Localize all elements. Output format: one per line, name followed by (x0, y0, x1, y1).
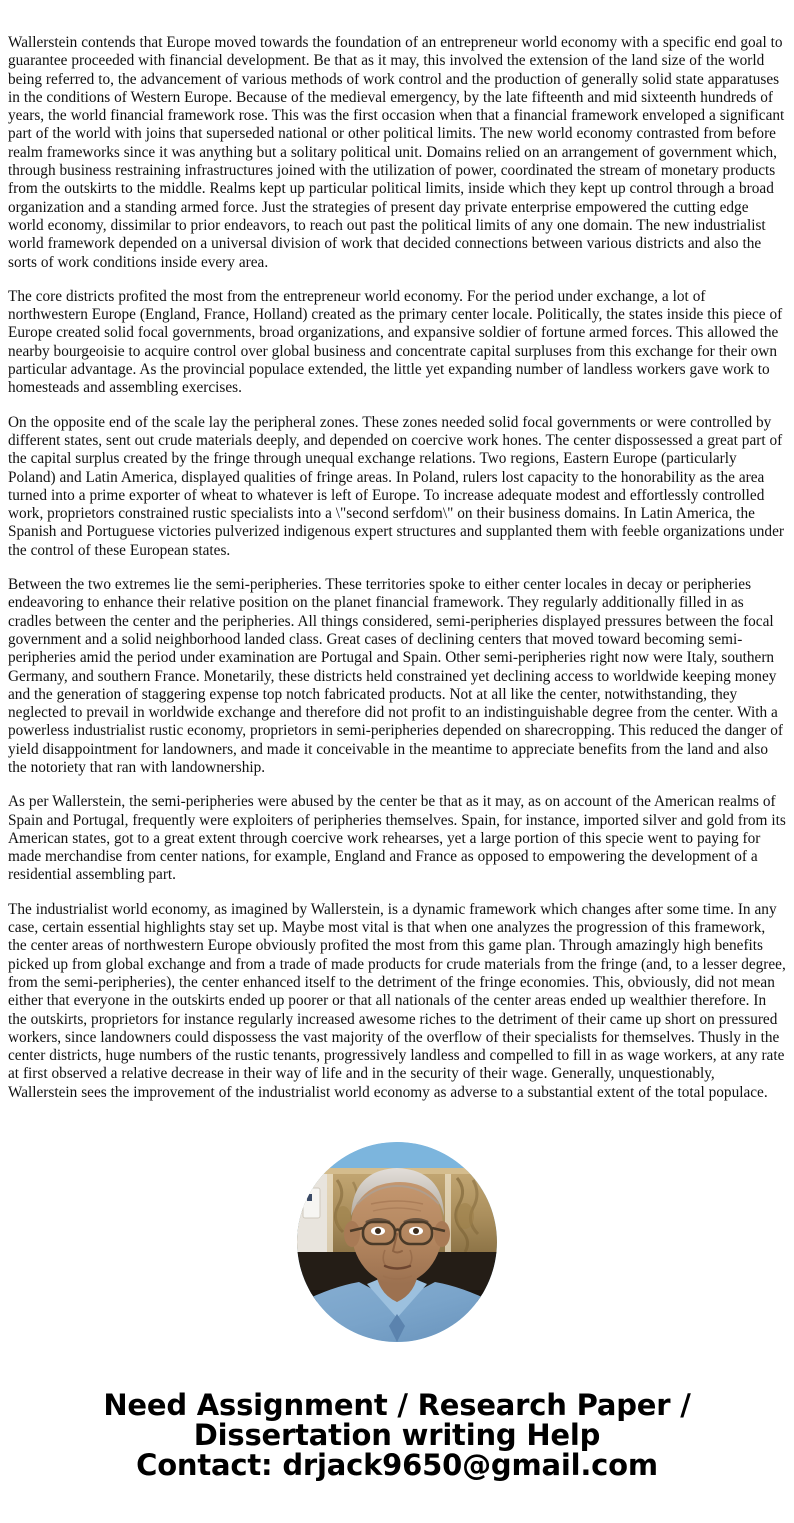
paragraph: Wallerstein contends that Europe moved towards the foundation of an entrepreneur world economy with a specific end goal to guarantee proceeded with financial development. Be that as it may, this involved the extension of the land size of the world being referred to, the advancement of various methods of work control and the production of generally solid state apparatuses in the conditions of Western Europe. Because of the medieval emergency, by the late fifteenth and mid sixteenth hundreds of years, the world financial framework rose. This was the first occasion when that a financial framework enveloped a significant part of the world with joins that superseded national or other political limits. The new world economy contrasted from before realm frameworks since it was anything but a solitary political unit. Domains relied on an arrangement of government which, through business restraining infrastructures joined with the utilization of power, coordinated the stream of monetary products from the outskirts to the middle. Realms kept up particular political limits, inside which they kept up control through a broad organization and a standing armed force. Just the strategies of present day private enterprise empowered the cutting edge world economy, dissimilar to prior endeavors, to reach out past the political limits of any one domain. The new industrialist world framework depended on a universal division of work that decided connections between various districts and also the sorts of work conditions inside every area. (8, 34, 785, 271)
document-body (8, 0, 786, 1102)
avatar (297, 1142, 497, 1342)
promo-heading (8, 1388, 786, 1483)
paragraph-clipped-top (8, 0, 786, 18)
paragraph: The industrialist world economy, as imagined by Wallerstein, is a dynamic framework which changes after some time. In any case, certain essential highlights stay set up. Maybe most vital is that when one analyzes the progression of this framework, the center areas of northwestern Europe obviously profited the most from this game plan. Through amazingly high benefits picked up from global exchange and from a trade of made products for crude materials from the fringe (and, to a lesser degree, from the semi-peripheries), the center enhanced itself to the detriment of the fringe economies. This, obviously, did not mean either that everyone in the outskirts ended up poorer or that all nationals of the center areas ended up wealthier therefore. In the outskirts, proprietors for instance regularly increased awesome riches to the detriment of their came up short on pressured workers, since landowners could dispossess the vast majority of the overflow of their specialists for themselves. Thusly in the center districts, huge numbers of the rustic tenants, progressively landless and compelled to fill in as wage workers, at any rate at first observed a relative decrease in their way of life and in the security of their wage. Generally, unquestionably, Wallerstein sees the improvement of the industrialist world economy as adverse to a substantial extent of the total populace. (8, 900, 786, 1101)
promo-heading-line-2-text: writing Help (401, 1418, 601, 1453)
avatar-block (8, 1142, 786, 1342)
profile-photo-icon (297, 1142, 497, 1342)
promo-heading-line-3: Contact: drjack9650@gmail.com (136, 1448, 658, 1483)
paragraph: Between the two extremes lie the semi-peripheries. These territories spoke to either center locales in decay or peripheries endeavoring to enhance their relative position on the planet financial framework. They regularly additionally filled in as cradles between the center and the peripheries. All things considered, semi-peripheries displayed pressures between the focal government and a solid neighborhood landed class. Great cases of declining centers that moved toward becoming semi-peripheries amid the period under examination are Portugal and Spain. Other semi-peripheries right now were Italy, southern Germany, and southern France. Monetarily, these districts held constrained yet declining access to worldwide keeping money and the generation of staggering expense top notch fabricated products. Not at all like the center, notwithstanding, they neglected to prevail in worldwide exchange and therefore did not profit to an indistinguishable degree from the center. With a powerless industrialist rustic economy, proprietors in semi-peripheries depended on sharecropping. This reduced the danger of yield disappointment for landowners, and made it conceivable in the meantime to appreciate benefits from the land and also the notoriety that ran with landownership. (8, 576, 783, 776)
paragraph: The core districts profited the most from the entrepreneur world economy. For the period under exchange, a lot of northwestern Europe (England, France, Holland) created as the primary center locale. Politically, the states inside this piece of Europe created solid focal governments, broad organizations, and expansive soldier of fortune armed forces. This allowed the nearby bourgeoisie to acquire control over global business and concentrate capital surpluses from this exchange for their own particular advantage. As the provincial populace extended, the little yet expanding number of landless workers gave work to homesteads and assembling exercises. (8, 287, 783, 397)
paragraph: On the opposite end of the scale lay the peripheral zones. These zones needed solid focal governments or were controlled by different states, sent out crude materials deeply, and depended on coercive work hones. The center dispossessed a great part of the capital surplus created by the fringe through unequal exchange relations. Two regions, Eastern Europe (particularly Poland) and Latin America, displayed qualities of fringe areas. In Poland, rulers lost capacity to the honorability as the area turned into a prime exporter of wheat to whatever is left of Europe. To increase adequate modest and effortlessly controlled work, proprietors constrained rustic specialists into a \"second serfdom\" on their business domains. In Latin America, the Spanish and Portuguese victories pulverized indigenous expert structures and supplanted them with feeble organizations under the control of these European states. (8, 413, 784, 559)
promo-heading-line-1 (8, 1388, 786, 1453)
bottom-spacer (8, 1480, 786, 1510)
paragraph: As per Wallerstein, the semi-peripheries were abused by the center be that as it may, as on account of the American realms of Spain and Portugal, frequently were exploiters of peripheries themselves. Spain, for instance, imported silver and gold from its American states, got to a great extent through coercive work rehearses, yet a large portion of this specie went to paying for made merchandise from center nations, for example, England and France as opposed to empowering the development of a residential assembling part. (8, 793, 786, 884)
promo-heading-line-1-text: Need Assignment / Research Paper / Dissertation (103, 1388, 691, 1453)
